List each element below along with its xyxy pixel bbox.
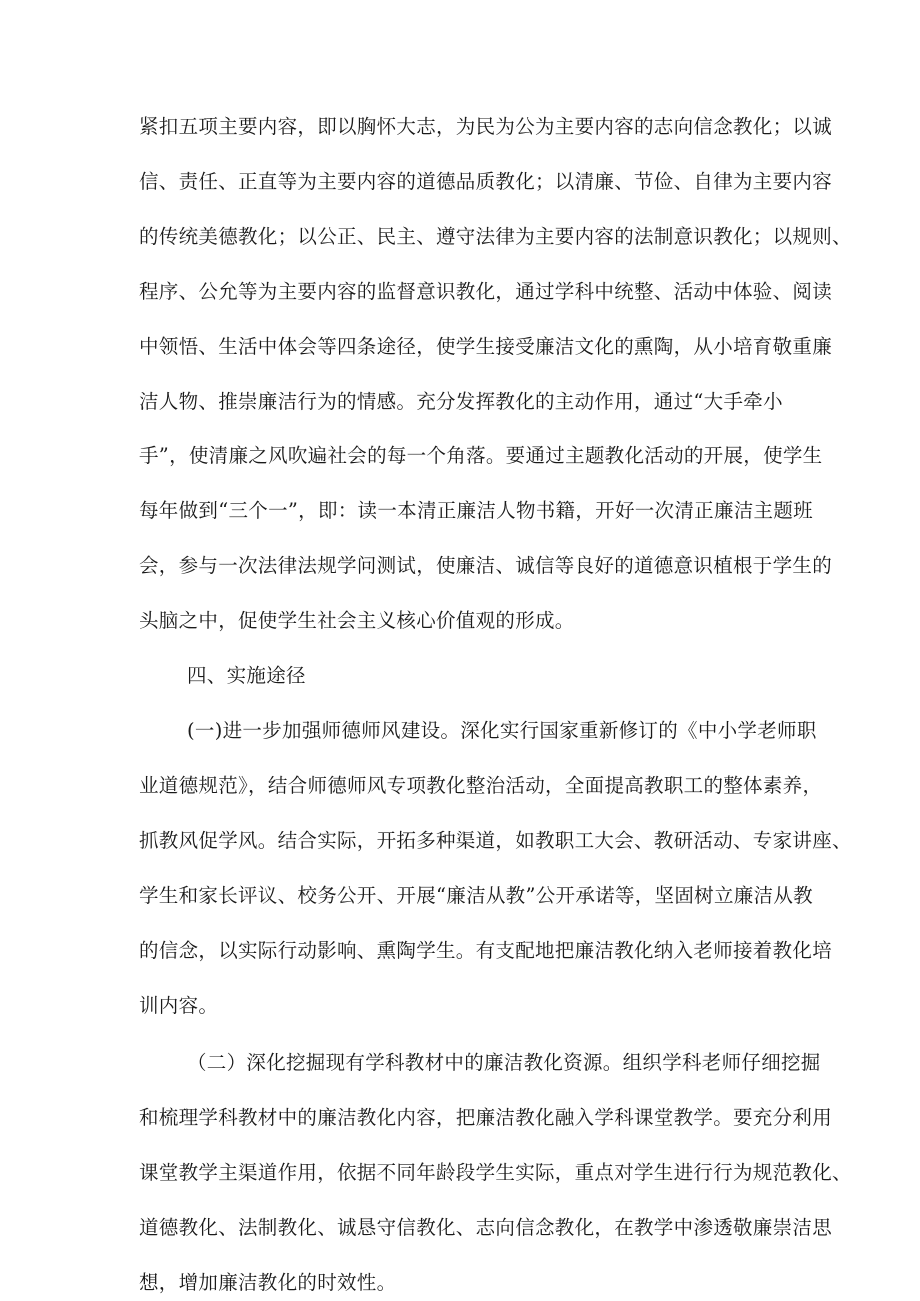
body-text-line: 课堂教学主渠道作用，依据不同年龄段学生实际，重点对学生进行行为规范教化、	[139, 1161, 852, 1184]
body-text-line: 信、责任、正直等为主要内容的道德品质教化；以清廉、节俭、自律为主要内容	[139, 170, 833, 193]
body-text-line: 训内容。	[139, 994, 219, 1017]
body-text-line: 的信念，以实际行动影响、熏陶学生。有支配地把廉洁教化纳入老师接着教化培	[139, 939, 833, 962]
body-text-line: 业道德规范》，结合师德师风专项教化整治活动，全面提高教职工的整体素养，	[139, 774, 823, 797]
body-text-line: 和梳理学科教材中的廉洁教化内容，把廉洁教化融入学科课堂教学。要充分利用	[139, 1106, 833, 1129]
body-text-line: 每年做到“三个一”，即：读一本清正廉洁人物书籍，开好一次清正廉洁主题班	[139, 499, 813, 522]
body-text-line: 的传统美德教化；以公正、民主、遵守法律为主要内容的法制意识教化；以规则、	[139, 225, 852, 248]
body-text-line: 手”，使清廉之风吹遍社会的每一个角落。要通过主题教化活动的开展，使学生	[139, 444, 823, 467]
body-text-line: 学生和家长评议、校务公开、开展“廉洁从教”公开承诺等，坚固树立廉洁从教	[139, 884, 813, 907]
subsection-heading-line: （二）深化挖掘现有学科教材中的廉洁教化资源。组织学科老师仔细挖掘	[187, 1051, 821, 1074]
body-text-line: 会，参与一次法律法规学问测试，使廉洁、诚信等良好的道德意识植根于学生的	[139, 554, 833, 577]
body-text-line: 程序、公允等为主要内容的监督意识教化，通过学科中统整、活动中体验、阅读	[139, 280, 833, 303]
section-heading: 四、实施途径	[187, 664, 306, 687]
body-text-line: 头脑之中，促使学生社会主义核心价值观的形成。	[139, 609, 575, 632]
body-text-line: 抓教风促学风。结合实际，开拓多种渠道，如教职工大会、教研活动、专家讲座、	[139, 829, 852, 852]
body-text-line: 洁人物、推崇廉洁行为的情感。充分发挥教化的主动作用，通过“大手牵小	[139, 390, 783, 413]
body-text-line: 想，增加廉洁教化的时效性。	[139, 1271, 397, 1294]
subsection-heading-line: (一)进一步加强师德师风建设。深化实行国家重新修订的《中小学老师职	[187, 719, 817, 742]
body-text-line: 中领悟、生活中体会等四条途径，使学生接受廉洁文化的熏陶，从小培育敬重廉	[139, 335, 833, 358]
body-text-line: 道德教化、法制教化、诚恳守信教化、志向信念教化，在教学中渗透敬廉崇洁思	[139, 1216, 833, 1239]
body-text-line: 紧扣五项主要内容，即以胸怀大志，为民为公为主要内容的志向信念教化；以诚	[139, 115, 833, 138]
